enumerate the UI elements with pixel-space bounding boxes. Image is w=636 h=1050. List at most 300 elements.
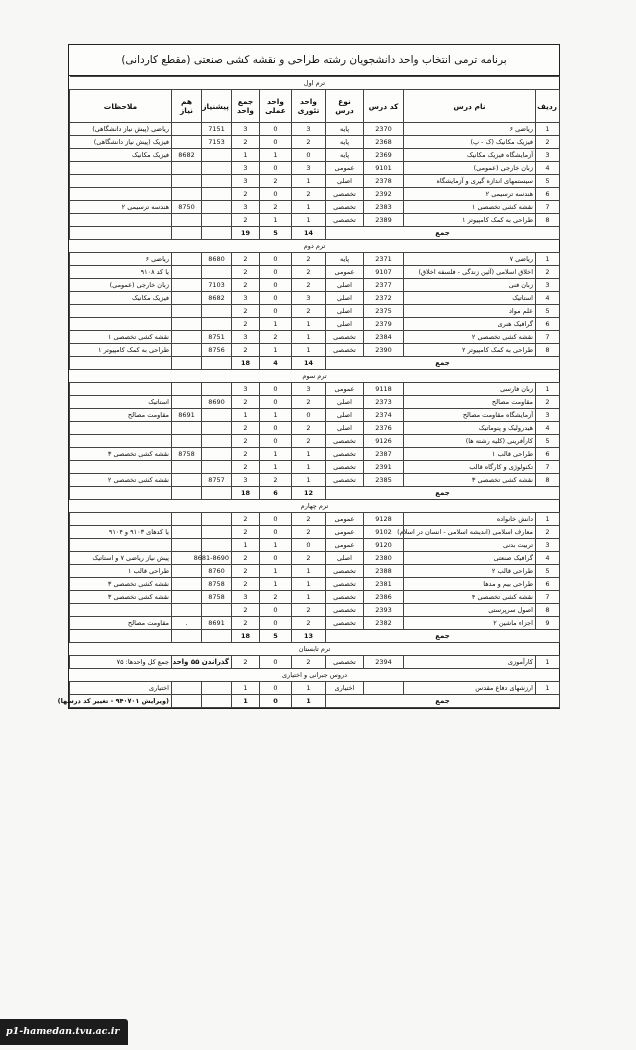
row-number: 4	[536, 552, 560, 565]
total-units: 2	[232, 461, 260, 474]
course-type: تخصصی	[326, 578, 364, 591]
prerequisite	[202, 149, 232, 162]
course-code: 2381	[364, 578, 404, 591]
total-units: 1	[232, 539, 260, 552]
total-units: 1	[232, 682, 260, 695]
notes: پیش نیاز ریاضی ۷ و استاتیک	[70, 552, 172, 565]
prerequisite	[202, 526, 232, 539]
course-code: 2387	[364, 448, 404, 461]
total-units: 2	[232, 396, 260, 409]
prerequisite	[202, 305, 232, 318]
practical-units: 1	[260, 578, 292, 591]
practical-units: 0	[260, 292, 292, 305]
course-code: 2393	[364, 604, 404, 617]
table-row	[70, 253, 560, 266]
theory-units: 1	[292, 331, 326, 344]
row-number: 6	[536, 188, 560, 201]
notes	[70, 318, 172, 331]
notes: نقشه کشی تخصصی ۳	[70, 448, 172, 461]
row-number: 6	[536, 448, 560, 461]
total-row	[70, 487, 560, 500]
row-number: 1	[536, 513, 560, 526]
header-type: نوع درس	[326, 90, 364, 123]
prerequisite	[202, 604, 232, 617]
course-type: اصلی	[326, 305, 364, 318]
total-row	[70, 630, 560, 643]
corequisite	[172, 214, 202, 227]
practical-units: 2	[260, 474, 292, 487]
prerequisite	[202, 188, 232, 201]
course-name: گرافیک هنری	[404, 318, 536, 331]
total-units: 2	[232, 214, 260, 227]
course-code: 2389	[364, 214, 404, 227]
course-type: تخصصی	[326, 435, 364, 448]
notes	[70, 214, 172, 227]
table-row	[70, 188, 560, 201]
course-type: اصلی	[326, 175, 364, 188]
course-type: اصلی	[326, 422, 364, 435]
corequisite	[172, 136, 202, 149]
total-units: 2	[232, 344, 260, 357]
total-label: جمع	[326, 357, 560, 370]
prerequisite: 8760	[202, 565, 232, 578]
notes	[70, 162, 172, 175]
course-name: تربیت بدنی	[404, 539, 536, 552]
course-code: 2382	[364, 617, 404, 630]
total-units: 18	[232, 630, 260, 643]
course-code: 9120	[364, 539, 404, 552]
course-name: اجزاء ماشین ۲	[404, 617, 536, 630]
header-practical: واحد عملی	[260, 90, 292, 123]
course-name: نقشه کشی تخصصی ۲	[404, 331, 536, 344]
corequisite	[172, 305, 202, 318]
total-units: 3	[232, 175, 260, 188]
practical-units: 0	[260, 136, 292, 149]
row-number: 2	[536, 526, 560, 539]
table-row	[70, 526, 560, 539]
notes	[70, 513, 172, 526]
course-type: اصلی	[326, 396, 364, 409]
practical-units: 0	[260, 552, 292, 565]
row-number: 5	[536, 175, 560, 188]
practical-units: 1	[260, 448, 292, 461]
course-code: 2371	[364, 253, 404, 266]
total-practical: 6	[260, 487, 292, 500]
row-number: 3	[536, 409, 560, 422]
course-type: عمومی	[326, 266, 364, 279]
theory-units: 1	[292, 591, 326, 604]
blank-cell	[172, 357, 202, 370]
notes: فیزیک مکانیک	[70, 292, 172, 305]
prerequisite	[202, 201, 232, 214]
corequisite	[172, 682, 202, 695]
notes	[70, 175, 172, 188]
corequisite	[172, 604, 202, 617]
course-type: اصلی	[326, 279, 364, 292]
theory-units: 1	[292, 565, 326, 578]
revision-note	[70, 630, 172, 643]
course-name: فیزیک مکانیک (ک - پ)	[404, 136, 536, 149]
table-row	[70, 552, 560, 565]
table-row	[70, 474, 560, 487]
course-type: تخصصی	[326, 188, 364, 201]
blank-cell	[202, 487, 232, 500]
total-units: 3	[232, 331, 260, 344]
total-practical: 5	[260, 630, 292, 643]
row-number: 9	[536, 617, 560, 630]
header-coreq: هم نیاز	[172, 90, 202, 123]
blank-cell	[172, 695, 202, 708]
total-row	[70, 227, 560, 240]
header-theory: واحد تئوری	[292, 90, 326, 123]
total-units: 1	[232, 149, 260, 162]
course-name: سیستمهای اندازه گیری و آزمایشگاه	[404, 175, 536, 188]
table-row	[70, 435, 560, 448]
total-units: 2	[232, 604, 260, 617]
prerequisite: 7151	[202, 123, 232, 136]
corequisite: 8682	[172, 149, 202, 162]
course-type: پایه	[326, 136, 364, 149]
course-code: 9128	[364, 513, 404, 526]
practical-units: 2	[260, 331, 292, 344]
course-name: مقاومت مصالح	[404, 396, 536, 409]
course-name: هندسه ترسیمی ۲	[404, 188, 536, 201]
corequisite	[172, 123, 202, 136]
course-code	[364, 682, 404, 695]
theory-units: 1	[292, 448, 326, 461]
revision-note: (ویرایش ۹۴۰۷۰۱ - تغییر کد درسها)	[70, 695, 172, 708]
header-name: نام درس	[404, 90, 536, 123]
blank-cell	[202, 695, 232, 708]
prerequisite	[202, 422, 232, 435]
course-type: تخصصی	[326, 604, 364, 617]
header-notes: ملاحظات	[70, 90, 172, 123]
theory-units: 2	[292, 305, 326, 318]
total-units: 2	[232, 318, 260, 331]
row-number: 7	[536, 461, 560, 474]
course-code: 2391	[364, 461, 404, 474]
corequisite	[172, 578, 202, 591]
prerequisite: 8756	[202, 344, 232, 357]
prerequisite	[202, 513, 232, 526]
site-url-footer[interactable]: p1-hamedan.tvu.ac.ir	[0, 1019, 128, 1045]
total-label: جمع	[326, 487, 560, 500]
theory-units: 2	[292, 188, 326, 201]
notes: ریاضی (پیش نیاز دانشگاهی)	[70, 123, 172, 136]
row-number: 5	[536, 435, 560, 448]
corequisite	[172, 383, 202, 396]
table-row	[70, 409, 560, 422]
total-practical: 4	[260, 357, 292, 370]
corequisite	[172, 435, 202, 448]
prerequisite: 7153	[202, 136, 232, 149]
term-header	[70, 240, 560, 253]
table-row	[70, 279, 560, 292]
practical-units: 2	[260, 175, 292, 188]
row-number: 6	[536, 318, 560, 331]
prerequisite	[202, 266, 232, 279]
table-row	[70, 305, 560, 318]
corequisite	[172, 526, 202, 539]
notes: فیزیک مکانیک	[70, 149, 172, 162]
total-units: 2	[232, 552, 260, 565]
prerequisite: 8758	[202, 591, 232, 604]
total-units: 3	[232, 474, 260, 487]
revision-note	[70, 227, 172, 240]
prerequisite	[202, 539, 232, 552]
theory-units: 1	[292, 474, 326, 487]
corequisite	[172, 253, 202, 266]
revision-note	[70, 357, 172, 370]
theory-units: 3	[292, 123, 326, 136]
row-number: 6	[536, 578, 560, 591]
practical-units: 0	[260, 526, 292, 539]
row-number: 3	[536, 539, 560, 552]
course-type: تخصصی	[326, 344, 364, 357]
total-units: 2	[232, 266, 260, 279]
course-code: 2377	[364, 279, 404, 292]
total-units: 2	[232, 578, 260, 591]
notes	[70, 604, 172, 617]
total-units: 2	[232, 279, 260, 292]
notes	[70, 461, 172, 474]
total-units: 2	[232, 565, 260, 578]
table-row	[70, 331, 560, 344]
table-row	[70, 318, 560, 331]
table-row	[70, 448, 560, 461]
practical-units: 0	[260, 396, 292, 409]
table-row	[70, 292, 560, 305]
row-number: 8	[536, 474, 560, 487]
theory-units: 0	[292, 149, 326, 162]
term-header	[70, 500, 560, 513]
practical-units: 0	[260, 422, 292, 435]
theory-units: 2	[292, 526, 326, 539]
course-type: تخصصی	[326, 591, 364, 604]
corequisite	[172, 162, 202, 175]
course-code: 2386	[364, 591, 404, 604]
page-title: برنامه ترمی انتخاب واحد دانشجویان رشته طراحی و نقشه کشی صنعتی (مقطع کاردانی)	[69, 45, 559, 76]
course-code: 2383	[364, 201, 404, 214]
corequisite	[172, 461, 202, 474]
row-number: 1	[536, 123, 560, 136]
corequisite	[172, 591, 202, 604]
course-code: 2368	[364, 136, 404, 149]
row-number: 7	[536, 331, 560, 344]
notes: فیزیک (پیش نیاز دانشگاهی)	[70, 136, 172, 149]
practical-units: 0	[260, 305, 292, 318]
notes: نقشه کشی تخصصی ۳	[70, 578, 172, 591]
total-units: 18	[232, 357, 260, 370]
table-row	[70, 539, 560, 552]
total-units: 2	[232, 305, 260, 318]
theory-units: 2	[292, 656, 326, 669]
row-number: 4	[536, 292, 560, 305]
total-units: 1	[232, 409, 260, 422]
course-name: علم مواد	[404, 305, 536, 318]
course-type: اصلی	[326, 292, 364, 305]
corequisite	[172, 422, 202, 435]
table-row	[70, 604, 560, 617]
notes: هندسه ترسیمی ۲	[70, 201, 172, 214]
total-units: 19	[232, 227, 260, 240]
row-number: 2	[536, 136, 560, 149]
corequisite	[172, 175, 202, 188]
prerequisite	[202, 175, 232, 188]
row-number: 2	[536, 396, 560, 409]
row-number: 3	[536, 149, 560, 162]
row-number: 2	[536, 266, 560, 279]
course-name: زبان خارجی (عمومی)	[404, 162, 536, 175]
table-row	[70, 344, 560, 357]
practical-units: 0	[260, 266, 292, 279]
course-name: نقشه کشی تخصصی ۳	[404, 474, 536, 487]
course-name: دانش خانواده	[404, 513, 536, 526]
course-code: 2369	[364, 149, 404, 162]
table-row	[70, 682, 560, 695]
row-number: 7	[536, 591, 560, 604]
theory-units: 3	[292, 162, 326, 175]
term-header	[70, 669, 560, 682]
course-code: 2378	[364, 175, 404, 188]
corequisite	[172, 266, 202, 279]
course-code: 9101	[364, 162, 404, 175]
course-type: اختیاری	[326, 682, 364, 695]
header-prereq: پیشنیاز	[202, 90, 232, 123]
notes	[70, 188, 172, 201]
practical-units: 1	[260, 409, 292, 422]
corequisite	[172, 565, 202, 578]
total-theory: 12	[292, 487, 326, 500]
course-name: نقشه کشی تخصصی ۱	[404, 201, 536, 214]
total-units: 2	[232, 656, 260, 669]
practical-units: 0	[260, 162, 292, 175]
total-units: 18	[232, 487, 260, 500]
total-row	[70, 695, 560, 708]
course-name: آزمایشگاه فیزیک مکانیک	[404, 149, 536, 162]
header-row: ردیف	[536, 90, 560, 123]
theory-units: 2	[292, 253, 326, 266]
total-units: 2	[232, 422, 260, 435]
course-name: کارآفرینی (کلیه رشته ها)	[404, 435, 536, 448]
course-type: تخصصی	[326, 448, 364, 461]
term-header	[70, 77, 560, 90]
theory-units: 0	[292, 539, 326, 552]
practical-units: 0	[260, 513, 292, 526]
table-row	[70, 175, 560, 188]
practical-units: 0	[260, 253, 292, 266]
course-code: 2373	[364, 396, 404, 409]
course-type: اصلی	[326, 318, 364, 331]
course-code: 2384	[364, 331, 404, 344]
corequisite	[172, 188, 202, 201]
notes	[70, 422, 172, 435]
practical-units: 0	[260, 435, 292, 448]
row-number: 4	[536, 162, 560, 175]
corequisite	[172, 396, 202, 409]
course-code: 2388	[364, 565, 404, 578]
course-table	[57, 76, 560, 708]
prerequisite	[202, 461, 232, 474]
prerequisite	[202, 162, 232, 175]
table-row	[70, 149, 560, 162]
term-title: ترم دوم	[70, 240, 560, 253]
row-number: 5	[536, 565, 560, 578]
blank-cell	[172, 630, 202, 643]
table-row	[70, 591, 560, 604]
course-code: 2385	[364, 474, 404, 487]
prerequisite	[202, 448, 232, 461]
total-units: 3	[232, 292, 260, 305]
course-type: عمومی	[326, 383, 364, 396]
theory-units: 3	[292, 383, 326, 396]
practical-units: 1	[260, 565, 292, 578]
theory-units: 1	[292, 214, 326, 227]
corequisite	[172, 292, 202, 305]
course-type: تخصصی	[326, 201, 364, 214]
notes: مقاومت مصالح	[70, 409, 172, 422]
course-type: تخصصی	[326, 214, 364, 227]
notes	[70, 435, 172, 448]
theory-units: 1	[292, 344, 326, 357]
total-label: جمع	[326, 227, 560, 240]
course-code: 2380	[364, 552, 404, 565]
theory-units: 1	[292, 175, 326, 188]
theory-units: 2	[292, 266, 326, 279]
total-units: 2	[232, 136, 260, 149]
total-units: 3	[232, 383, 260, 396]
notes	[70, 539, 172, 552]
total-units: 3	[232, 123, 260, 136]
total-theory: 13	[292, 630, 326, 643]
row-number: 4	[536, 422, 560, 435]
corequisite: 8750	[172, 201, 202, 214]
theory-units: 0	[292, 409, 326, 422]
corequisite	[172, 331, 202, 344]
notes: جمع کل واحدها: ۷۵	[70, 656, 172, 669]
course-name: آزمایشگاه مقاومت مصالح	[404, 409, 536, 422]
table-row	[70, 396, 560, 409]
notes: نقشه کشی تخصصی ۱	[70, 331, 172, 344]
prerequisite	[202, 435, 232, 448]
practical-units: 0	[260, 123, 292, 136]
total-practical: 0	[260, 695, 292, 708]
course-type: تخصصی	[326, 461, 364, 474]
blank-cell	[172, 227, 202, 240]
total-theory: 14	[292, 227, 326, 240]
course-type: پایه	[326, 149, 364, 162]
course-type: تخصصی	[326, 656, 364, 669]
theory-units: 2	[292, 396, 326, 409]
notes: استاتیک	[70, 396, 172, 409]
theory-units: 2	[292, 136, 326, 149]
theory-units: 3	[292, 292, 326, 305]
prerequisite: 8681-8690	[202, 552, 232, 565]
row-number: 1	[536, 253, 560, 266]
term-title: ترم چهارم	[70, 500, 560, 513]
blank-cell	[172, 487, 202, 500]
course-code: 9126	[364, 435, 404, 448]
prerequisite	[202, 682, 232, 695]
course-type: پایه	[326, 123, 364, 136]
notes: نقشه کشی تخصصی ۲	[70, 474, 172, 487]
prerequisite	[202, 214, 232, 227]
row-number: 1	[536, 656, 560, 669]
course-type: عمومی	[326, 539, 364, 552]
term-title: ترم اول	[70, 77, 560, 90]
table-row	[70, 266, 560, 279]
total-label: جمع	[326, 695, 560, 708]
